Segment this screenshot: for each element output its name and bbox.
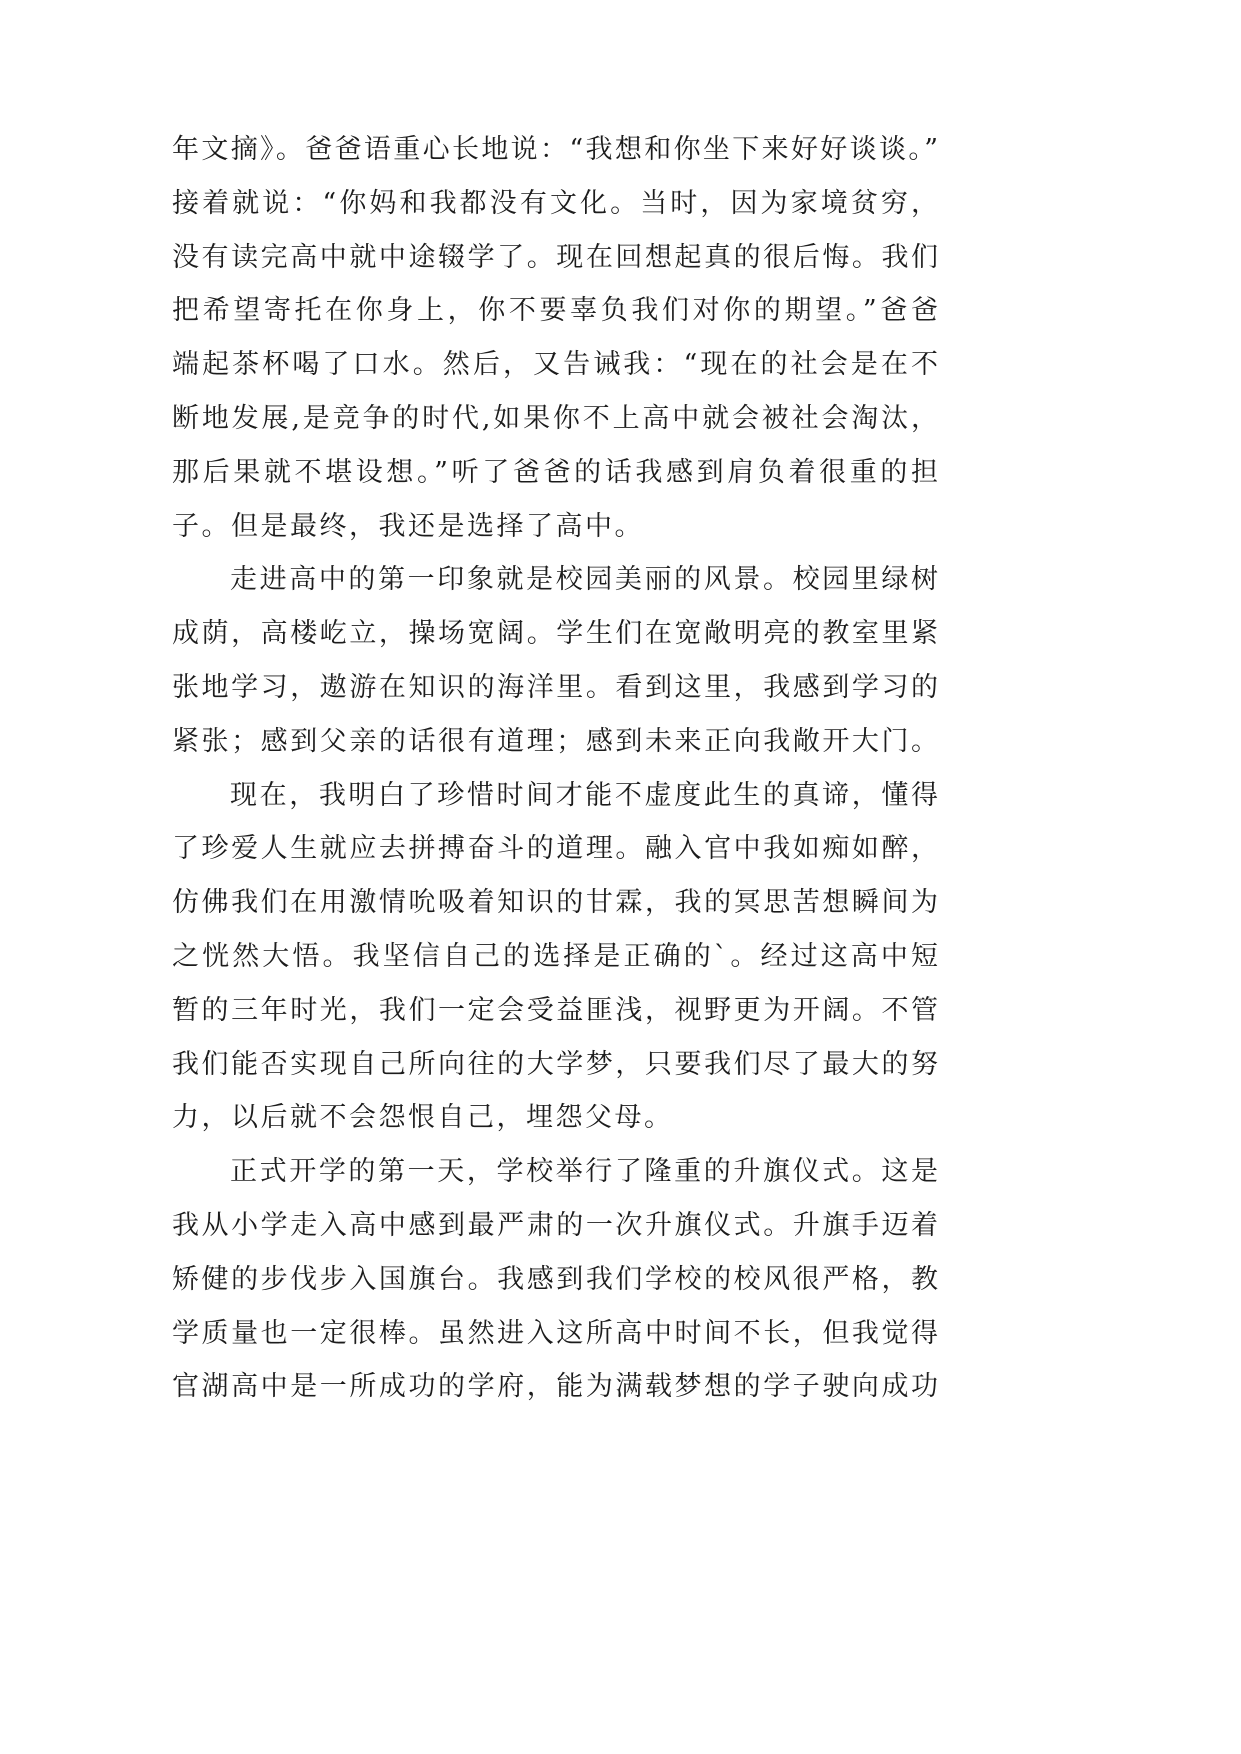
text-line: 之恍然大悟。我坚信自己的选择是正确的`。经过这高中短 [172, 940, 938, 972]
text-line: 我从小学走入高中感到最严肃的一次升旗仪式。升旗手迈着 [172, 1209, 938, 1241]
text-line: 子。但是最终，我还是选择了高中。 [172, 510, 644, 542]
text-line: 年文摘》。爸爸语重心长地说：“我想和你坐下来好好谈谈。” [172, 134, 938, 165]
text-line: 紧张；感到父亲的话很有道理；感到未来正向我敞开大门。 [172, 725, 938, 757]
text-line: 成荫，高楼屹立，操场宽阔。学生们在宽敞明亮的教室里紧 [172, 618, 938, 650]
text-line: 没有读完高中就中途辍学了。现在回想起真的很后悔。我们 [172, 241, 938, 273]
text-line: 走进高中的第一印象就是校园美丽的风景。校园里绿树 [230, 564, 938, 596]
text-line: 断地发展,是竞争的时代,如果你不上高中就会被社会淘汰， [172, 402, 938, 434]
text-line: 暂的三年时光，我们一定会受益匪浅，视野更为开阔。不管 [172, 994, 938, 1026]
text-line: 仿佛我们在用激情吮吸着知识的甘霖，我的冥思苦想瞬间为 [172, 887, 938, 919]
text-line: 接着就说：“你妈和我都没有文化。当时，因为家境贫穷， [172, 187, 938, 219]
paragraph-3 [172, 769, 938, 1146]
text-line: 矫健的步伐步入国旗台。我感到我们学校的校风很严格，教 [172, 1263, 938, 1295]
text-line: 正式开学的第一天，学校举行了隆重的升旗仪式。这是 [230, 1156, 938, 1188]
text-line: 力，以后就不会怨恨自己，埋怨父母。 [172, 1102, 674, 1134]
paragraph-2 [172, 553, 938, 768]
body-text [172, 123, 938, 1414]
text-line: 学质量也一定很棒。虽然进入这所高中时间不长，但我觉得 [172, 1317, 938, 1349]
text-line: 现在，我明白了珍惜时间才能不虚度此生的真谛，懂得 [230, 779, 938, 811]
text-line: 把希望寄托在你身上，你不要辜负我们对你的期望。”爸爸 [172, 295, 938, 327]
text-line: 官湖高中是一所成功的学府，能为满载梦想的学子驶向成功 [172, 1371, 938, 1403]
text-line: 张地学习，遨游在知识的海洋里。看到这里，我感到学习的 [172, 671, 938, 703]
text-line: 我们能否实现自己所向往的大学梦，只要我们尽了最大的努 [172, 1048, 938, 1080]
paragraph-4 [172, 1145, 938, 1414]
text-line: 了珍爱人生就应去拼搏奋斗的道理。融入官中我如痴如醉， [172, 833, 938, 865]
text-line: 端起茶杯喝了口水。然后，又告诫我：“现在的社会是在不 [172, 349, 938, 381]
paragraph-1 [172, 123, 938, 553]
text-line: 那后果就不堪设想。”听了爸爸的话我感到肩负着很重的担 [172, 456, 938, 488]
